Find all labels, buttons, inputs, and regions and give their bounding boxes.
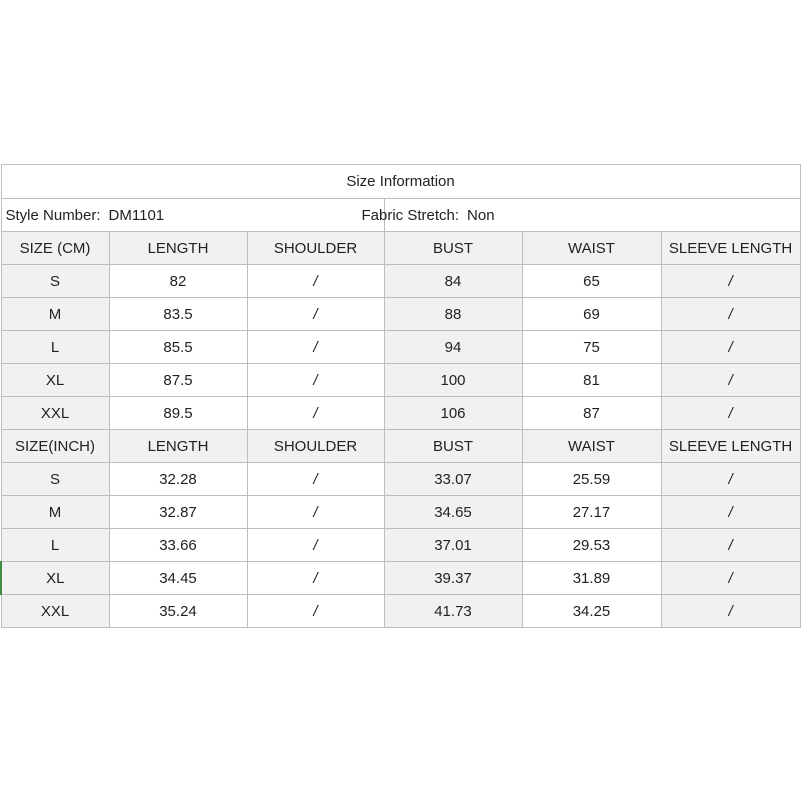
measurement-cell: 35.24: [109, 595, 247, 628]
style-number-cell: [1, 199, 384, 232]
measurement-cell: /: [661, 265, 800, 298]
measurement-cell: 33.66: [109, 529, 247, 562]
size-cell: S: [1, 463, 109, 496]
measurement-cell: 94: [384, 331, 522, 364]
measurement-cell: /: [247, 562, 384, 595]
measurement-cell: 33.07: [384, 463, 522, 496]
meta-row: [1, 199, 800, 232]
inch-header-cell: LENGTH: [109, 430, 247, 463]
measurement-cell: /: [247, 496, 384, 529]
measurement-cell: /: [247, 331, 384, 364]
size-cell: L: [1, 331, 109, 364]
cm-header-cell: LENGTH: [109, 232, 247, 265]
table-row: [1, 562, 800, 595]
measurement-cell: 85.5: [109, 331, 247, 364]
measurement-cell: 106: [384, 397, 522, 430]
measurement-cell: /: [661, 595, 800, 628]
size-cell: M: [1, 496, 109, 529]
table-row: [1, 364, 800, 397]
measurement-cell: 27.17: [522, 496, 661, 529]
measurement-cell: /: [661, 496, 800, 529]
table-row: [1, 397, 800, 430]
measurement-cell: 87: [522, 397, 661, 430]
measurement-cell: 89.5: [109, 397, 247, 430]
measurement-cell: /: [661, 364, 800, 397]
cm-header-cell: WAIST: [522, 232, 661, 265]
size-cell: XL: [1, 562, 109, 595]
measurement-cell: /: [661, 331, 800, 364]
measurement-cell: 69: [522, 298, 661, 331]
table-title: Size Information: [1, 165, 800, 199]
measurement-cell: /: [247, 595, 384, 628]
table-row: [1, 595, 800, 628]
measurement-cell: /: [661, 562, 800, 595]
measurement-cell: 34.45: [109, 562, 247, 595]
inch-header-row: [1, 430, 800, 463]
cm-header-cell: SIZE (CM): [1, 232, 109, 265]
measurement-cell: /: [661, 397, 800, 430]
measurement-cell: 82: [109, 265, 247, 298]
size-chart: [0, 164, 800, 628]
cm-header-row: [1, 232, 800, 265]
measurement-cell: 65: [522, 265, 661, 298]
table-row: [1, 331, 800, 364]
size-cell: XXL: [1, 595, 109, 628]
measurement-cell: /: [247, 265, 384, 298]
cm-header-cell: SHOULDER: [247, 232, 384, 265]
table-row: [1, 265, 800, 298]
size-cell: S: [1, 265, 109, 298]
measurement-cell: 37.01: [384, 529, 522, 562]
size-table-body: [1, 165, 800, 628]
inch-header-cell: SLEEVE LENGTH: [661, 430, 800, 463]
measurement-cell: 41.73: [384, 595, 522, 628]
size-cell: L: [1, 529, 109, 562]
measurement-cell: 84: [384, 265, 522, 298]
measurement-cell: 34.25: [522, 595, 661, 628]
size-cell: XXL: [1, 397, 109, 430]
measurement-cell: /: [247, 463, 384, 496]
inch-header-cell: SHOULDER: [247, 430, 384, 463]
inch-header-cell: BUST: [384, 430, 522, 463]
size-cell: M: [1, 298, 109, 331]
measurement-cell: 34.65: [384, 496, 522, 529]
size-cell: XL: [1, 364, 109, 397]
style-number-value: DM1101: [108, 206, 165, 224]
measurement-cell: 32.28: [109, 463, 247, 496]
inch-header-cell: SIZE(INCH): [1, 430, 109, 463]
measurement-cell: 87.5: [109, 364, 247, 397]
measurement-cell: 100: [384, 364, 522, 397]
table-row: [1, 496, 800, 529]
size-table: [0, 164, 801, 628]
table-row: [1, 463, 800, 496]
measurement-cell: 83.5: [109, 298, 247, 331]
measurement-cell: 81: [522, 364, 661, 397]
measurement-cell: 39.37: [384, 562, 522, 595]
measurement-cell: /: [661, 298, 800, 331]
measurement-cell: /: [661, 529, 800, 562]
measurement-cell: 75: [522, 331, 661, 364]
measurement-cell: /: [247, 529, 384, 562]
measurement-cell: /: [247, 397, 384, 430]
style-number-label: Style Number:: [5, 206, 101, 224]
measurement-cell: 31.89: [522, 562, 661, 595]
measurement-cell: 25.59: [522, 463, 661, 496]
fabric-stretch-value: Non: [467, 206, 495, 224]
measurement-cell: /: [247, 298, 384, 331]
measurement-cell: 88: [384, 298, 522, 331]
measurement-cell: 29.53: [522, 529, 661, 562]
cm-header-cell: BUST: [384, 232, 522, 265]
measurement-cell: /: [661, 463, 800, 496]
measurement-cell: 32.87: [109, 496, 247, 529]
measurement-cell: /: [247, 364, 384, 397]
fabric-stretch-label: Fabric Stretch:: [361, 206, 460, 224]
inch-header-cell: WAIST: [522, 430, 661, 463]
table-row: [1, 529, 800, 562]
table-row: [1, 298, 800, 331]
title-row: [1, 165, 800, 199]
fabric-stretch-cell: [361, 199, 800, 232]
cm-header-cell: SLEEVE LENGTH: [661, 232, 800, 265]
